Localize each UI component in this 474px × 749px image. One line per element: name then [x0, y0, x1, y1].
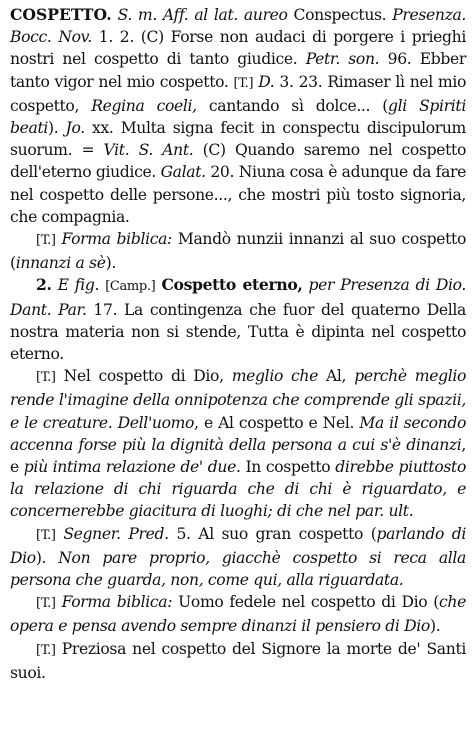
entry-note-segneri: [10, 523, 466, 592]
definition: Presenza. Bocc. Nov.: [10, 6, 467, 47]
gloss: gli Spiriti beati: [10, 96, 466, 138]
entry-note-biblical: [10, 228, 466, 274]
note-italic: meglio che: [231, 367, 318, 386]
entry-note-usage: [10, 365, 466, 522]
editor-mark: [Camp.]: [105, 279, 156, 295]
entry-sense-1: [10, 4, 466, 228]
tommaseo-mark: [T.]: [36, 596, 56, 612]
note-text: ).: [105, 254, 116, 273]
citation-text: ).: [35, 548, 47, 567]
note-text: Al,: [326, 367, 347, 386]
note-text: ).: [429, 617, 441, 636]
citation-source: Petr. son.: [305, 50, 380, 69]
note-text: , e: [10, 435, 466, 477]
citation-source: D.: [258, 72, 275, 91]
note-label: Forma biblica:: [61, 230, 172, 249]
citation-quote: Regina coeli,: [91, 96, 197, 115]
tommaseo-mark: [T.]: [233, 75, 254, 91]
definition: per Presenza di Dio. Dant. Par.: [10, 276, 467, 319]
citation-text: (C) Quando saremo nel cospetto dell'eterno giudice.: [10, 141, 466, 182]
note-italic: Non pare proprio, giacchè cospetto si reca alla persona che guarda, non, come qui, alla riguardata.: [10, 548, 466, 590]
tommaseo-mark: [T.]: [36, 642, 56, 658]
citation-text: 20. Niuna cosa è adunque da fare nel cospetto delle persone..., che mostri più tosto signoria, che compagnia.: [10, 163, 466, 226]
citation-source: Galat.: [160, 163, 206, 182]
note-text: Mandò nunzii innanzi al suo cospetto (: [10, 230, 466, 273]
citation-source: Vit. S. Ant.: [103, 141, 194, 160]
note-text: , e Al cospetto e Nel.: [194, 413, 355, 432]
note-italic: perchè meglio rende l'imagine della onnipotenza che comprende gli spazii, e le creature. Dell'uomo: [10, 367, 467, 432]
note-italic: direbbe piuttosto la relazione di chi riguarda che di chi è riguardato, e concernerebbe giacitura di luoghi; di che nel par. ult.: [10, 458, 466, 521]
entry-note-final: [10, 638, 466, 684]
subheadword: Cospetto eterno,: [161, 275, 303, 295]
note-italic: più intima relazione de' due.: [23, 458, 241, 477]
note-label: Forma biblica:: [61, 593, 173, 612]
citation-text: ).: [48, 119, 59, 138]
sense-number: 2.: [36, 275, 52, 295]
sense-label: E fig.: [57, 276, 100, 295]
gloss: che opera e pensa avendo sempre dinanzi il pensiero di Dio: [10, 593, 466, 636]
note-text: Preziosa nel cospetto del Signore la morte de' Santi suoi.: [10, 639, 467, 682]
tommaseo-mark: [T.]: [36, 527, 56, 543]
grammar-note: S. m. Aff. al lat. aureo: [117, 6, 288, 24]
citation-source: Segner. Pred.: [63, 524, 169, 543]
entry-sense-2: [10, 274, 466, 365]
citation-text: 17. La contingenza che fuor del quaterno Della nostra materia non si stende, Tutta è dipinta nel cospetto eterno.: [10, 300, 467, 364]
note-text: Nel cospetto di Dio,: [63, 367, 224, 386]
headword: COSPETTO.: [10, 5, 112, 24]
note-text: In cospetto: [245, 458, 331, 477]
citation-text: 96. Ebber tanto vigor nel mio cospetto.: [10, 50, 467, 91]
tommaseo-mark: [T.]: [36, 233, 56, 249]
citation-text: 5. Al suo gran cospetto (: [176, 524, 377, 543]
citation-text: 3. 23. Rimaser lì nel mio cospetto,: [10, 72, 467, 115]
gloss: innanzi a sè: [15, 254, 106, 273]
gloss: parlando di Dio: [10, 524, 467, 567]
citation-text: cantando sì dolce... (: [208, 96, 389, 115]
entry-note-biblical-2: [10, 591, 466, 637]
tommaseo-mark: [T.]: [36, 370, 56, 386]
note-italic: Ma il secondo accenna forse più la dignità della persona a cui s'è dinanzi: [10, 413, 466, 454]
citation-source: Jo.: [65, 119, 85, 138]
note-text: Uomo fedele nel cospetto di Dio (: [178, 593, 440, 612]
latin-term: Conspectus.: [293, 6, 387, 24]
citation-text: xx. Multa signa fecit in conspectu discipulorum suorum. =: [10, 119, 466, 160]
citation-text: 1. 2. (C) Forse non audaci di porgere i prieghi nostri nel cospetto di tanto giudice.: [10, 28, 466, 69]
